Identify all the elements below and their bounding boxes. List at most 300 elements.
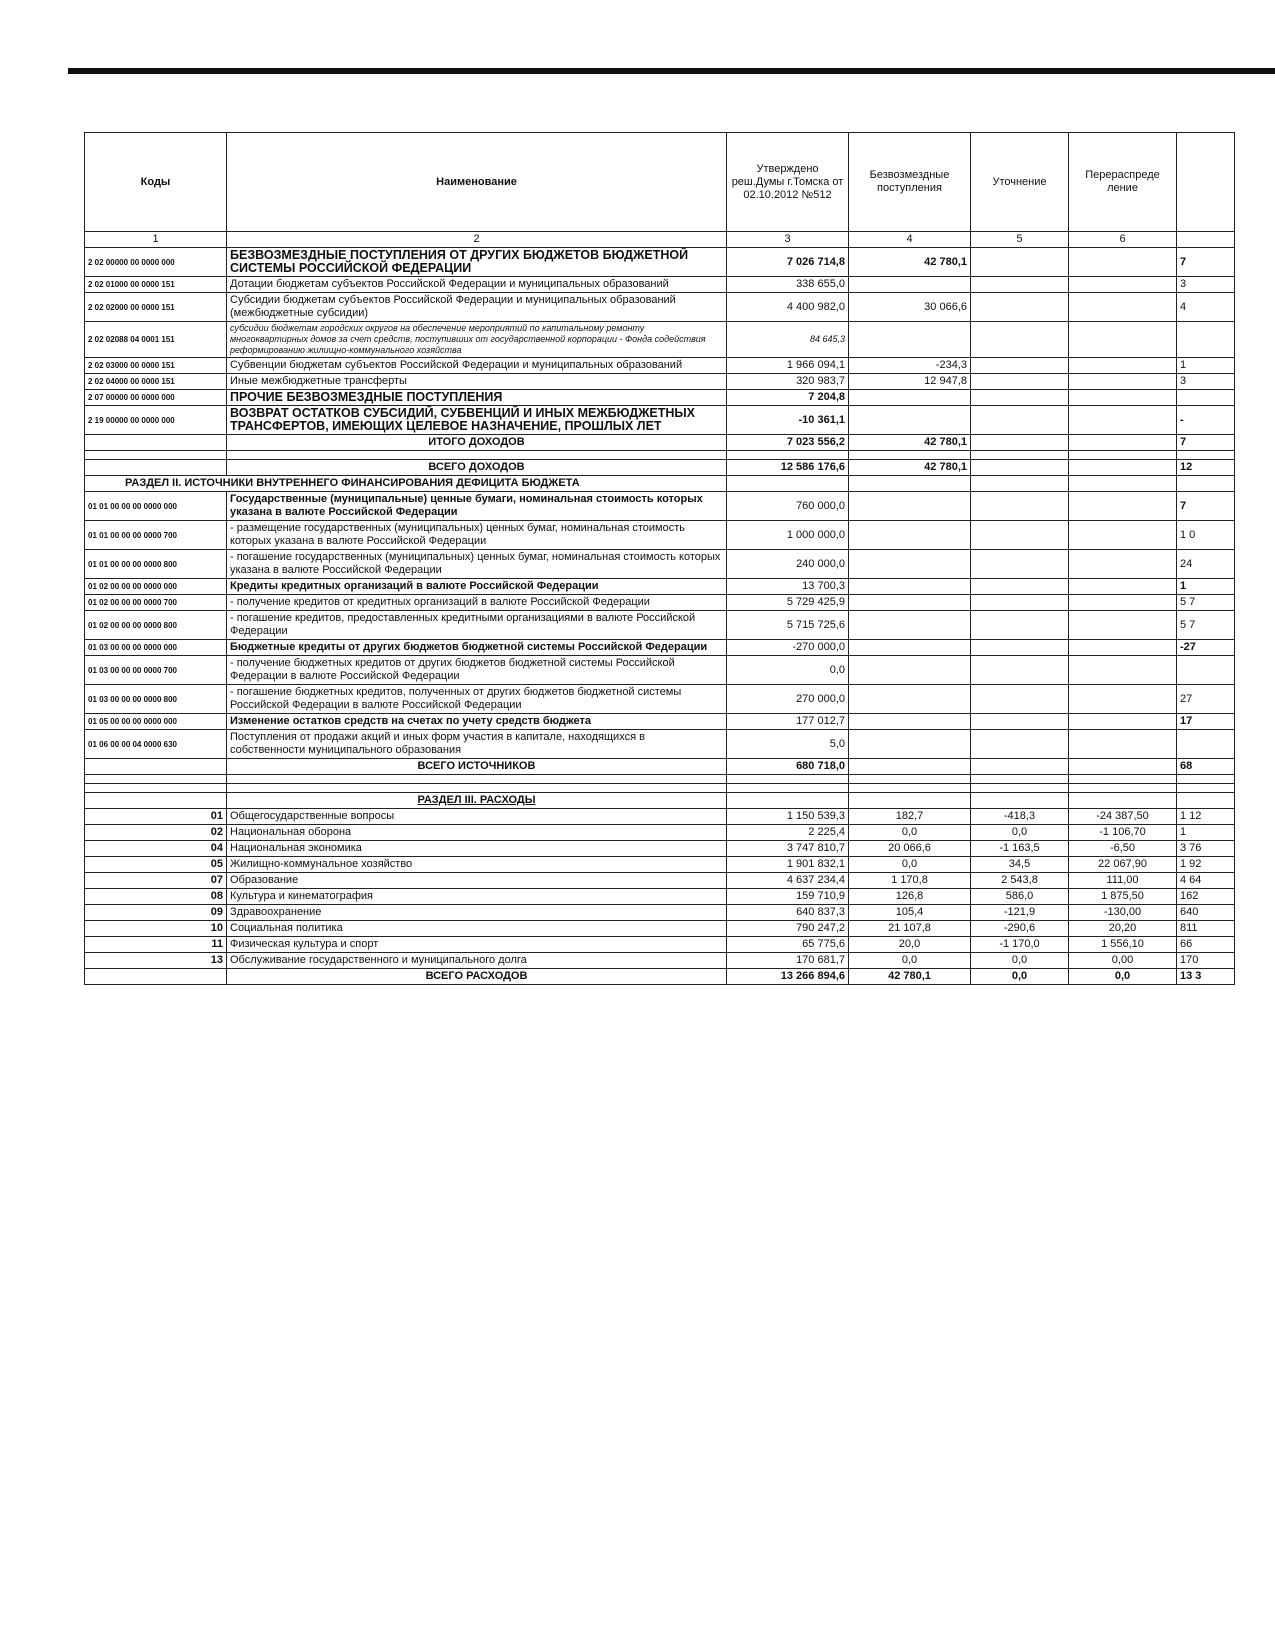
cut-off-value: 12 bbox=[1177, 460, 1235, 476]
free-receipts-amount: 20 066,6 bbox=[849, 841, 971, 857]
redistribution-amount: 1 556,10 bbox=[1069, 937, 1177, 953]
col-header-clarification: Уточнение bbox=[971, 133, 1069, 232]
section-code: 02 bbox=[85, 825, 227, 841]
expense-row bbox=[85, 809, 1235, 825]
clarification-amount: -1 163,5 bbox=[971, 841, 1069, 857]
empty-cell bbox=[849, 784, 971, 793]
approved-amount: 5,0 bbox=[727, 730, 849, 759]
budget-item-name: Бюджетные кредиты от других бюджетов бюджетной системы Российской Федерации bbox=[227, 640, 727, 656]
free-receipts-amount: 30 066,6 bbox=[849, 293, 971, 322]
empty-cell bbox=[1177, 476, 1235, 492]
budget-code: 01 03 00 00 00 0000 800 bbox=[85, 685, 227, 714]
budget-code: 01 02 00 00 00 0000 700 bbox=[85, 595, 227, 611]
empty-cell bbox=[1069, 685, 1177, 714]
empty-cell bbox=[1069, 476, 1177, 492]
approved-amount: 12 586 176,6 bbox=[727, 460, 849, 476]
cut-off-value bbox=[1177, 656, 1235, 685]
empty-cell bbox=[971, 793, 1069, 809]
approved-amount: 13 266 894,6 bbox=[727, 969, 849, 985]
empty-cell bbox=[849, 611, 971, 640]
empty-cell bbox=[849, 793, 971, 809]
clarification-amount bbox=[971, 322, 1069, 358]
budget-code: 2 02 04000 00 0000 151 bbox=[85, 374, 227, 390]
expense-row bbox=[85, 921, 1235, 937]
budget-code: 01 01 00 00 00 0000 800 bbox=[85, 550, 227, 579]
budget-item-name: Национальная оборона bbox=[227, 825, 727, 841]
cut-off-value: 5 7 bbox=[1177, 611, 1235, 640]
section-code: 11 bbox=[85, 937, 227, 953]
redistribution-amount bbox=[1069, 406, 1177, 435]
empty-cell bbox=[727, 784, 849, 793]
approved-amount: 680 718,0 bbox=[727, 759, 849, 775]
budget-code: 01 05 00 00 00 0000 000 bbox=[85, 714, 227, 730]
approved-amount: -10 361,1 bbox=[727, 406, 849, 435]
empty-cell bbox=[971, 492, 1069, 521]
empty-cell bbox=[971, 451, 1069, 460]
empty-cell bbox=[971, 579, 1069, 595]
empty-cell bbox=[1069, 784, 1177, 793]
budget-code: 01 03 00 00 00 0000 700 bbox=[85, 656, 227, 685]
approved-amount: 240 000,0 bbox=[727, 550, 849, 579]
empty-cell bbox=[849, 640, 971, 656]
approved-amount: 1 150 539,3 bbox=[727, 809, 849, 825]
col-num: 1 bbox=[85, 232, 227, 248]
empty-cell bbox=[1177, 451, 1235, 460]
clarification-amount bbox=[971, 390, 1069, 406]
source-row bbox=[85, 611, 1235, 640]
clarification-amount bbox=[971, 406, 1069, 435]
empty-cell bbox=[971, 775, 1069, 784]
free-receipts-amount: 0,0 bbox=[849, 825, 971, 841]
grand-total-label: ВСЕГО ДОХОДОВ bbox=[227, 460, 727, 476]
approved-amount: 640 837,3 bbox=[727, 905, 849, 921]
total-label: ВСЕГО ИСТОЧНИКОВ bbox=[227, 759, 727, 775]
clarification-amount: 586,0 bbox=[971, 889, 1069, 905]
free-receipts-amount: 12 947,8 bbox=[849, 374, 971, 390]
clarification-amount: -121,9 bbox=[971, 905, 1069, 921]
cut-off-value: 811 bbox=[1177, 921, 1235, 937]
cut-off-value: 17 bbox=[1177, 714, 1235, 730]
section-code: 10 bbox=[85, 921, 227, 937]
expense-row bbox=[85, 889, 1235, 905]
col-num: 2 bbox=[227, 232, 727, 248]
empty-cell bbox=[1069, 775, 1177, 784]
budget-item-name: Социальная политика bbox=[227, 921, 727, 937]
empty-cell bbox=[849, 656, 971, 685]
col-num: 4 bbox=[849, 232, 971, 248]
redistribution-amount bbox=[1069, 293, 1177, 322]
income-row bbox=[85, 293, 1235, 322]
source-row bbox=[85, 521, 1235, 550]
expense-row bbox=[85, 873, 1235, 889]
budget-item-name: - погашение государственных (муниципальных) ценных бумаг, номинальная стоимость которых указана в валюте Российской Федерации bbox=[227, 550, 727, 579]
approved-amount: 2 225,4 bbox=[727, 825, 849, 841]
approved-amount: 338 655,0 bbox=[727, 277, 849, 293]
budget-item-name: Здравоохранение bbox=[227, 905, 727, 921]
empty-cell bbox=[1069, 730, 1177, 759]
approved-amount: 320 983,7 bbox=[727, 374, 849, 390]
free-receipts-amount: 105,4 bbox=[849, 905, 971, 921]
budget-item-name: Физическая культура и спорт bbox=[227, 937, 727, 953]
spacer-row bbox=[85, 451, 1235, 460]
cut-off-value: 66 bbox=[1177, 937, 1235, 953]
income-row bbox=[85, 390, 1235, 406]
cut-off-value: 640 bbox=[1177, 905, 1235, 921]
cut-off-value: 27 bbox=[1177, 685, 1235, 714]
income-row bbox=[85, 374, 1235, 390]
cut-off-value: 3 bbox=[1177, 277, 1235, 293]
free-receipts-amount: 42 780,1 bbox=[849, 969, 971, 985]
budget-sheet bbox=[84, 132, 1275, 1262]
approved-amount: 13 700,3 bbox=[727, 579, 849, 595]
income-row bbox=[85, 248, 1235, 277]
section-code: 09 bbox=[85, 905, 227, 921]
empty-cell bbox=[849, 730, 971, 759]
budget-item-name: Дотации бюджетам субъектов Российской Федерации и муниципальных образований bbox=[227, 277, 727, 293]
empty-cell bbox=[1069, 611, 1177, 640]
approved-amount: 159 710,9 bbox=[727, 889, 849, 905]
empty-cell bbox=[1069, 550, 1177, 579]
budget-code: 01 02 00 00 00 0000 800 bbox=[85, 611, 227, 640]
empty-cell bbox=[1069, 640, 1177, 656]
cut-off-value: 4 64 bbox=[1177, 873, 1235, 889]
empty-cell bbox=[971, 784, 1069, 793]
budget-item-name: субсидии бюджетам городских округов на обеспечение мероприятий по капитальному ремонту многоквартирных домов за счет средств, поступивших от государственной корпорации - Фонда содействия реформированию жилищно-коммунального хозяйства bbox=[227, 322, 727, 358]
income-row bbox=[85, 406, 1235, 435]
free-receipts-amount bbox=[849, 322, 971, 358]
free-receipts-amount: 126,8 bbox=[849, 889, 971, 905]
approved-amount: 170 681,7 bbox=[727, 953, 849, 969]
cut-off-value: 4 bbox=[1177, 293, 1235, 322]
empty-cell bbox=[849, 476, 971, 492]
budget-item-name: БЕЗВОЗМЕЗДНЫЕ ПОСТУПЛЕНИЯ ОТ ДРУГИХ БЮДЖЕТОВ БЮДЖЕТНОЙ СИСТЕМЫ РОССИЙСКОЙ ФЕДЕРАЦИИ bbox=[227, 248, 727, 277]
col-header-cut bbox=[1177, 133, 1235, 232]
source-row bbox=[85, 579, 1235, 595]
source-total-row bbox=[85, 759, 1235, 775]
cut-off-value: 7 bbox=[1177, 248, 1235, 277]
col-header-codes: Коды bbox=[85, 133, 227, 232]
empty-cell bbox=[849, 714, 971, 730]
income-row bbox=[85, 277, 1235, 293]
redistribution-amount bbox=[1069, 322, 1177, 358]
free-receipts-amount: 182,7 bbox=[849, 809, 971, 825]
empty-cell bbox=[1069, 492, 1177, 521]
empty-cell bbox=[85, 793, 227, 809]
budget-code: 2 19 00000 00 0000 000 bbox=[85, 406, 227, 435]
empty-cell bbox=[1069, 656, 1177, 685]
source-row bbox=[85, 492, 1235, 521]
redistribution-amount bbox=[1069, 277, 1177, 293]
empty-cell bbox=[1069, 595, 1177, 611]
col-num bbox=[1177, 232, 1235, 248]
cut-off-value bbox=[1177, 322, 1235, 358]
budget-code: 2 02 03000 00 0000 151 bbox=[85, 358, 227, 374]
budget-item-name: - погашение кредитов, предоставленных кредитными организациями в валюте Российской Федерации bbox=[227, 611, 727, 640]
cut-off-value: 1 bbox=[1177, 579, 1235, 595]
redistribution-amount: 1 875,50 bbox=[1069, 889, 1177, 905]
income-row bbox=[85, 358, 1235, 374]
budget-item-name: Поступления от продажи акций и иных форм участия в капитале, находящихся в собственности муниципального образования bbox=[227, 730, 727, 759]
empty-cell bbox=[1069, 759, 1177, 775]
clarification-amount bbox=[971, 358, 1069, 374]
redistribution-amount bbox=[1069, 374, 1177, 390]
redistribution-amount: 20,20 bbox=[1069, 921, 1177, 937]
empty-cell bbox=[849, 521, 971, 550]
cut-off-value: 7 bbox=[1177, 492, 1235, 521]
approved-amount: 0,0 bbox=[727, 656, 849, 685]
empty-cell bbox=[727, 775, 849, 784]
approved-amount: 760 000,0 bbox=[727, 492, 849, 521]
spacer-row bbox=[85, 775, 1235, 784]
cut-off-value: 170 bbox=[1177, 953, 1235, 969]
approved-amount: 1 901 832,1 bbox=[727, 857, 849, 873]
section-code: 01 bbox=[85, 809, 227, 825]
cut-off-value: 3 bbox=[1177, 374, 1235, 390]
free-receipts-amount: 42 780,1 bbox=[849, 435, 971, 451]
section-code: 08 bbox=[85, 889, 227, 905]
empty-cell bbox=[1069, 451, 1177, 460]
budget-item-name: Субвенции бюджетам субъектов Российской Федерации и муниципальных образований bbox=[227, 358, 727, 374]
budget-item-name: - получение бюджетных кредитов от других бюджетов бюджетной системы Российской Федерации в валюте Российской Федерации bbox=[227, 656, 727, 685]
free-receipts-amount: -234,3 bbox=[849, 358, 971, 374]
col-header-approved: Утверждено реш.Думы г.Томска от 02.10.2012 №512 bbox=[727, 133, 849, 232]
empty-cell bbox=[849, 550, 971, 579]
budget-item-name: Кредиты кредитных организаций в валюте Российской Федерации bbox=[227, 579, 727, 595]
expense-row bbox=[85, 857, 1235, 873]
source-row bbox=[85, 685, 1235, 714]
empty-cell bbox=[227, 775, 727, 784]
clarification-amount: 0,0 bbox=[971, 825, 1069, 841]
clarification-amount: 34,5 bbox=[971, 857, 1069, 873]
empty-cell bbox=[849, 579, 971, 595]
budget-code: 2 02 00000 00 0000 000 bbox=[85, 248, 227, 277]
expense-row bbox=[85, 937, 1235, 953]
empty-cell bbox=[727, 793, 849, 809]
section-code: 04 bbox=[85, 841, 227, 857]
free-receipts-amount bbox=[849, 406, 971, 435]
budget-item-name: Национальная экономика bbox=[227, 841, 727, 857]
budget-item-name: Иные межбюджетные трансферты bbox=[227, 374, 727, 390]
cut-off-value: 3 76 bbox=[1177, 841, 1235, 857]
free-receipts-amount: 42 780,1 bbox=[849, 248, 971, 277]
empty-cell bbox=[1069, 435, 1177, 451]
empty-cell bbox=[849, 685, 971, 714]
redistribution-amount: 111,00 bbox=[1069, 873, 1177, 889]
section-code: 07 bbox=[85, 873, 227, 889]
income-grand-row bbox=[85, 460, 1235, 476]
budget-code: 2 07 00000 00 0000 000 bbox=[85, 390, 227, 406]
cut-off-value: 1 bbox=[1177, 358, 1235, 374]
budget-code: 2 02 01000 00 0000 151 bbox=[85, 277, 227, 293]
budget-item-name: - размещение государственных (муниципальных) ценных бумаг, номинальная стоимость которых указана в валюте Российской Федерации bbox=[227, 521, 727, 550]
free-receipts-amount: 0,0 bbox=[849, 857, 971, 873]
col-header-name: Наименование bbox=[227, 133, 727, 232]
budget-item-name: Субсидии бюджетам субъектов Российской Федерации и муниципальных образований (межбюджетные субсидии) bbox=[227, 293, 727, 322]
budget-item-name: ВОЗВРАТ ОСТАТКОВ СУБСИДИЙ, СУБВЕНЦИЙ И ИНЫХ МЕЖБЮДЖЕТНЫХ ТРАНСФЕРТОВ, ИМЕЮЩИХ ЦЕЛЕВОЕ НАЗНАЧЕНИЕ, ПРОШЛЫХ ЛЕТ bbox=[227, 406, 727, 435]
empty-cell bbox=[849, 775, 971, 784]
free-receipts-amount: 21 107,8 bbox=[849, 921, 971, 937]
expense-row bbox=[85, 825, 1235, 841]
empty-cell bbox=[1177, 775, 1235, 784]
budget-code: 01 01 00 00 00 0000 000 bbox=[85, 492, 227, 521]
approved-amount: 270 000,0 bbox=[727, 685, 849, 714]
approved-amount: -270 000,0 bbox=[727, 640, 849, 656]
empty-cell bbox=[85, 969, 227, 985]
empty-cell bbox=[85, 775, 227, 784]
budget-item-name: - погашение бюджетных кредитов, полученных от других бюджетов бюджетной системы Российской Федерации в валюте Российской Федерации bbox=[227, 685, 727, 714]
approved-amount: 4 400 982,0 bbox=[727, 293, 849, 322]
empty-cell bbox=[85, 435, 227, 451]
budget-code: 01 02 00 00 00 0000 000 bbox=[85, 579, 227, 595]
approved-amount: 4 637 234,4 bbox=[727, 873, 849, 889]
approved-amount: 177 012,7 bbox=[727, 714, 849, 730]
approved-amount: 5 715 725,6 bbox=[727, 611, 849, 640]
cut-off-value: 1 bbox=[1177, 825, 1235, 841]
cut-off-value bbox=[1177, 730, 1235, 759]
approved-amount: 7 204,8 bbox=[727, 390, 849, 406]
empty-cell bbox=[971, 476, 1069, 492]
approved-amount: 84 645,3 bbox=[727, 322, 849, 358]
empty-cell bbox=[849, 595, 971, 611]
empty-cell bbox=[971, 435, 1069, 451]
cut-off-value: 1 0 bbox=[1177, 521, 1235, 550]
cut-off-value: 162 bbox=[1177, 889, 1235, 905]
redistribution-amount bbox=[1069, 390, 1177, 406]
header-row bbox=[85, 133, 1235, 232]
expense-row bbox=[85, 953, 1235, 969]
redistribution-amount: -6,50 bbox=[1069, 841, 1177, 857]
empty-cell bbox=[971, 730, 1069, 759]
section-title: РАЗДЕЛ III. РАСХОДЫ bbox=[227, 793, 727, 809]
budget-item-name: Общегосударственные вопросы bbox=[227, 809, 727, 825]
section-title-row bbox=[85, 793, 1235, 809]
empty-cell bbox=[85, 759, 227, 775]
redistribution-amount: -24 387,50 bbox=[1069, 809, 1177, 825]
empty-cell bbox=[1177, 784, 1235, 793]
free-receipts-amount bbox=[849, 277, 971, 293]
budget-code: 01 06 00 00 04 0000 630 bbox=[85, 730, 227, 759]
empty-cell bbox=[971, 550, 1069, 579]
budget-item-name: Образование bbox=[227, 873, 727, 889]
source-row bbox=[85, 714, 1235, 730]
cut-off-value: 68 bbox=[1177, 759, 1235, 775]
empty-cell bbox=[1069, 521, 1177, 550]
section-title: РАЗДЕЛ II. ИСТОЧНИКИ ВНУТРЕННЕГО ФИНАНСИРОВАНИЯ ДЕФИЦИТА БЮДЖЕТА bbox=[85, 476, 727, 492]
budget-item-name: Обслуживание государственного и муниципального долга bbox=[227, 953, 727, 969]
section-code: 13 bbox=[85, 953, 227, 969]
empty-cell bbox=[849, 451, 971, 460]
source-row bbox=[85, 595, 1235, 611]
redistribution-amount: -130,00 bbox=[1069, 905, 1177, 921]
spacer-row bbox=[85, 784, 1235, 793]
source-row bbox=[85, 656, 1235, 685]
clarification-amount: 0,0 bbox=[971, 953, 1069, 969]
cut-off-value bbox=[1177, 390, 1235, 406]
cut-off-value: 24 bbox=[1177, 550, 1235, 579]
income-row bbox=[85, 322, 1235, 358]
empty-cell bbox=[1069, 714, 1177, 730]
clarification-amount bbox=[971, 248, 1069, 277]
free-receipts-amount: 0,0 bbox=[849, 953, 971, 969]
cut-off-value: 1 92 bbox=[1177, 857, 1235, 873]
empty-cell bbox=[1069, 460, 1177, 476]
budget-code: 01 01 00 00 00 0000 700 bbox=[85, 521, 227, 550]
free-receipts-amount: 20,0 bbox=[849, 937, 971, 953]
cut-off-value: 5 7 bbox=[1177, 595, 1235, 611]
empty-cell bbox=[971, 685, 1069, 714]
empty-cell bbox=[971, 640, 1069, 656]
empty-cell bbox=[227, 451, 727, 460]
redistribution-amount: 0,0 bbox=[1069, 969, 1177, 985]
clarification-amount: 0,0 bbox=[971, 969, 1069, 985]
empty-cell bbox=[1177, 793, 1235, 809]
empty-cell bbox=[971, 759, 1069, 775]
approved-amount: 65 775,6 bbox=[727, 937, 849, 953]
budget-code: 2 02 02000 00 0000 151 bbox=[85, 293, 227, 322]
redistribution-amount: -1 106,70 bbox=[1069, 825, 1177, 841]
expense-row bbox=[85, 841, 1235, 857]
empty-cell bbox=[971, 460, 1069, 476]
empty-cell bbox=[849, 492, 971, 521]
cut-off-value: 7 bbox=[1177, 435, 1235, 451]
empty-cell bbox=[971, 656, 1069, 685]
clarification-amount: -1 170,0 bbox=[971, 937, 1069, 953]
empty-cell bbox=[971, 595, 1069, 611]
expense-row bbox=[85, 905, 1235, 921]
approved-amount: 1 000 000,0 bbox=[727, 521, 849, 550]
source-row bbox=[85, 640, 1235, 656]
section-code: 05 bbox=[85, 857, 227, 873]
empty-cell bbox=[85, 784, 227, 793]
cut-off-value: 13 3 bbox=[1177, 969, 1235, 985]
total-label: ВСЕГО РАСХОДОВ bbox=[227, 969, 727, 985]
page-top-rule bbox=[68, 68, 1275, 74]
section-title-row bbox=[85, 476, 1235, 492]
budget-code: 2 02 02088 04 0001 151 bbox=[85, 322, 227, 358]
approved-amount: 3 747 810,7 bbox=[727, 841, 849, 857]
approved-amount: 7 023 556,2 bbox=[727, 435, 849, 451]
total-label: ИТОГО ДОХОДОВ bbox=[227, 435, 727, 451]
redistribution-amount: 0,00 bbox=[1069, 953, 1177, 969]
redistribution-amount: 22 067,90 bbox=[1069, 857, 1177, 873]
budget-item-name: Государственные (муниципальные) ценные бумаги, номинальная стоимость которых указана в валюте Российской Федерации bbox=[227, 492, 727, 521]
empty-cell bbox=[1069, 579, 1177, 595]
redistribution-amount bbox=[1069, 248, 1177, 277]
cut-off-value: -27 bbox=[1177, 640, 1235, 656]
clarification-amount bbox=[971, 277, 1069, 293]
empty-cell bbox=[85, 451, 227, 460]
approved-amount: 7 026 714,8 bbox=[727, 248, 849, 277]
clarification-amount bbox=[971, 293, 1069, 322]
empty-cell bbox=[971, 714, 1069, 730]
free-receipts-amount: 1 170,8 bbox=[849, 873, 971, 889]
clarification-amount: 2 543,8 bbox=[971, 873, 1069, 889]
source-row bbox=[85, 550, 1235, 579]
redistribution-amount bbox=[1069, 358, 1177, 374]
budget-item-name: Жилищно-коммунальное хозяйство bbox=[227, 857, 727, 873]
free-receipts-amount: 42 780,1 bbox=[849, 460, 971, 476]
budget-item-name: Изменение остатков средств на счетах по учету средств бюджета bbox=[227, 714, 727, 730]
budget-item-name: Культура и кинематография bbox=[227, 889, 727, 905]
budget-code: 01 03 00 00 00 0000 000 bbox=[85, 640, 227, 656]
clarification-amount: -418,3 bbox=[971, 809, 1069, 825]
empty-cell bbox=[971, 521, 1069, 550]
approved-amount: 1 966 094,1 bbox=[727, 358, 849, 374]
income-total-row bbox=[85, 435, 1235, 451]
col-num: 3 bbox=[727, 232, 849, 248]
empty-cell bbox=[85, 460, 227, 476]
col-num: 5 bbox=[971, 232, 1069, 248]
